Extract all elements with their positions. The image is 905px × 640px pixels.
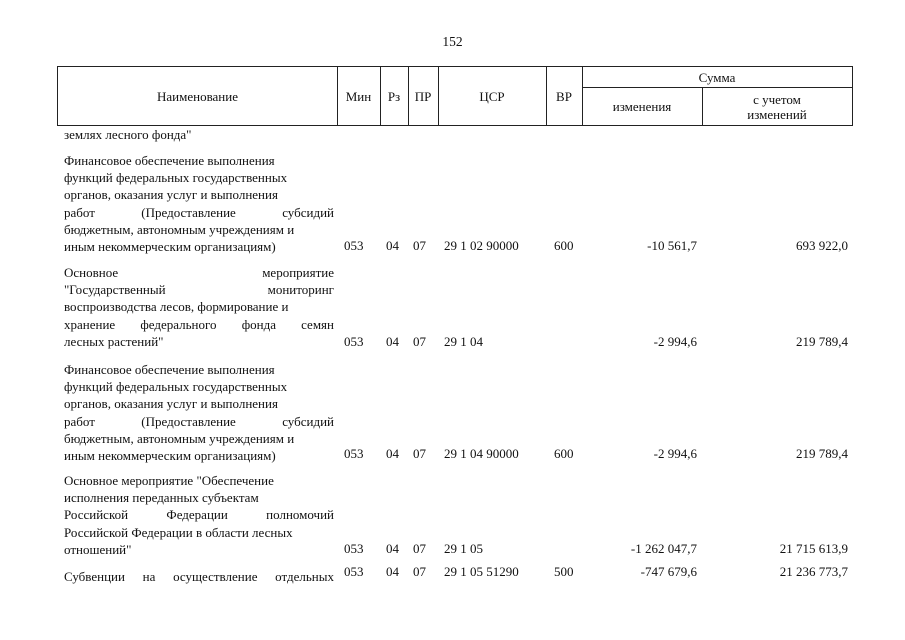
table-header xyxy=(57,66,853,126)
header-pr: ПР xyxy=(414,88,432,104)
cell-min: 053 xyxy=(344,238,364,253)
cell-min: 053 xyxy=(344,541,364,556)
header-vr: ВР xyxy=(556,88,572,104)
row-description xyxy=(64,361,334,464)
page-number: 152 xyxy=(442,34,463,49)
row-description xyxy=(64,472,334,558)
description-line: отношений" xyxy=(64,541,132,557)
description-line: работ (Предоставление субсидий xyxy=(64,204,334,220)
description-line: бюджетным, автономным учреждениям и xyxy=(64,430,295,446)
cell-rz: 04 xyxy=(386,334,399,349)
header-csr: ЦСР xyxy=(479,88,505,104)
cell-total: 219 789,4 xyxy=(796,446,848,461)
description-line: Субвенции на осуществление отдельных xyxy=(64,569,334,584)
description-line: Финансовое обеспечение выполнения xyxy=(64,362,275,377)
description-line: Российской Федерации в области лесных xyxy=(64,524,293,540)
cell-vr: 500 xyxy=(554,564,574,579)
header-sum: Сумма xyxy=(698,69,736,85)
cell-min: 053 xyxy=(344,564,364,579)
header-total-line: изменений xyxy=(747,106,807,122)
cell-csr: 29 1 05 xyxy=(444,541,483,556)
cell-rz: 04 xyxy=(386,446,399,461)
cell-pr: 07 xyxy=(413,564,426,579)
description-line: Российской Федерации полномочий xyxy=(64,507,334,523)
header-total xyxy=(702,88,852,125)
cell-rz: 04 xyxy=(386,238,399,253)
cell-csr: 29 1 04 90000 xyxy=(444,446,519,461)
description-line: органов, оказания услуг и выполнения xyxy=(64,396,278,412)
description-line: землях лесного фонда" xyxy=(64,127,192,142)
description-line: Основное мероприятие xyxy=(64,265,334,280)
cell-change: -2 994,6 xyxy=(653,334,697,349)
row-description xyxy=(64,126,334,143)
cell-change: -10 561,7 xyxy=(647,238,697,253)
cell-min: 053 xyxy=(344,334,364,349)
header-change: изменения xyxy=(612,99,672,114)
cell-total: 21 715 613,9 xyxy=(779,541,848,556)
header-rz: Рз xyxy=(387,88,401,104)
cell-change: -2 994,6 xyxy=(653,446,697,461)
cell-total: 21 236 773,7 xyxy=(779,564,848,579)
cell-min: 053 xyxy=(344,446,364,461)
cell-total: 219 789,4 xyxy=(796,334,848,349)
description-line: исполнения переданных субъектам xyxy=(64,490,259,506)
row-description xyxy=(64,152,334,255)
description-line: бюджетным, автономным учреждениям и xyxy=(64,221,295,237)
description-line: органов, оказания услуг и выполнения xyxy=(64,187,278,203)
cell-vr: 600 xyxy=(554,446,574,461)
cell-change: -1 262 047,7 xyxy=(630,541,697,556)
cell-pr: 07 xyxy=(413,446,426,461)
header-name: Наименование xyxy=(157,88,238,104)
description-line: Финансовое обеспечение выполнения xyxy=(64,153,275,168)
cell-pr: 07 xyxy=(413,541,426,556)
cell-rz: 04 xyxy=(386,564,399,579)
header-total-line: с учетом xyxy=(753,91,801,107)
description-line: работ (Предоставление субсидий xyxy=(64,413,334,429)
description-line: функций федеральных государственных xyxy=(64,379,288,395)
cell-csr: 29 1 02 90000 xyxy=(444,238,519,253)
cell-pr: 07 xyxy=(413,334,426,349)
cell-pr: 07 xyxy=(413,238,426,253)
description-line: лесных растений" xyxy=(64,333,164,349)
row-description xyxy=(64,568,334,585)
description-line: Основное мероприятие "Обеспечение xyxy=(64,473,274,488)
description-line: воспроизводства лесов, формирование и xyxy=(64,299,289,315)
description-line: функций федеральных государственных xyxy=(64,170,288,186)
cell-csr: 29 1 04 xyxy=(444,334,483,349)
cell-csr: 29 1 05 51290 xyxy=(444,564,519,579)
description-line: иным некоммерческим организациям) xyxy=(64,239,276,255)
cell-rz: 04 xyxy=(386,541,399,556)
cell-change: -747 679,6 xyxy=(640,564,697,579)
description-line: "Государственный мониторинг xyxy=(64,282,334,298)
row-description xyxy=(64,264,334,350)
description-line: иным некоммерческим организациям) xyxy=(64,448,276,464)
cell-total: 693 922,0 xyxy=(796,238,848,253)
description-line: хранение федерального фонда семян xyxy=(64,316,334,332)
header-min: Мин xyxy=(345,88,372,104)
cell-vr: 600 xyxy=(554,238,574,253)
